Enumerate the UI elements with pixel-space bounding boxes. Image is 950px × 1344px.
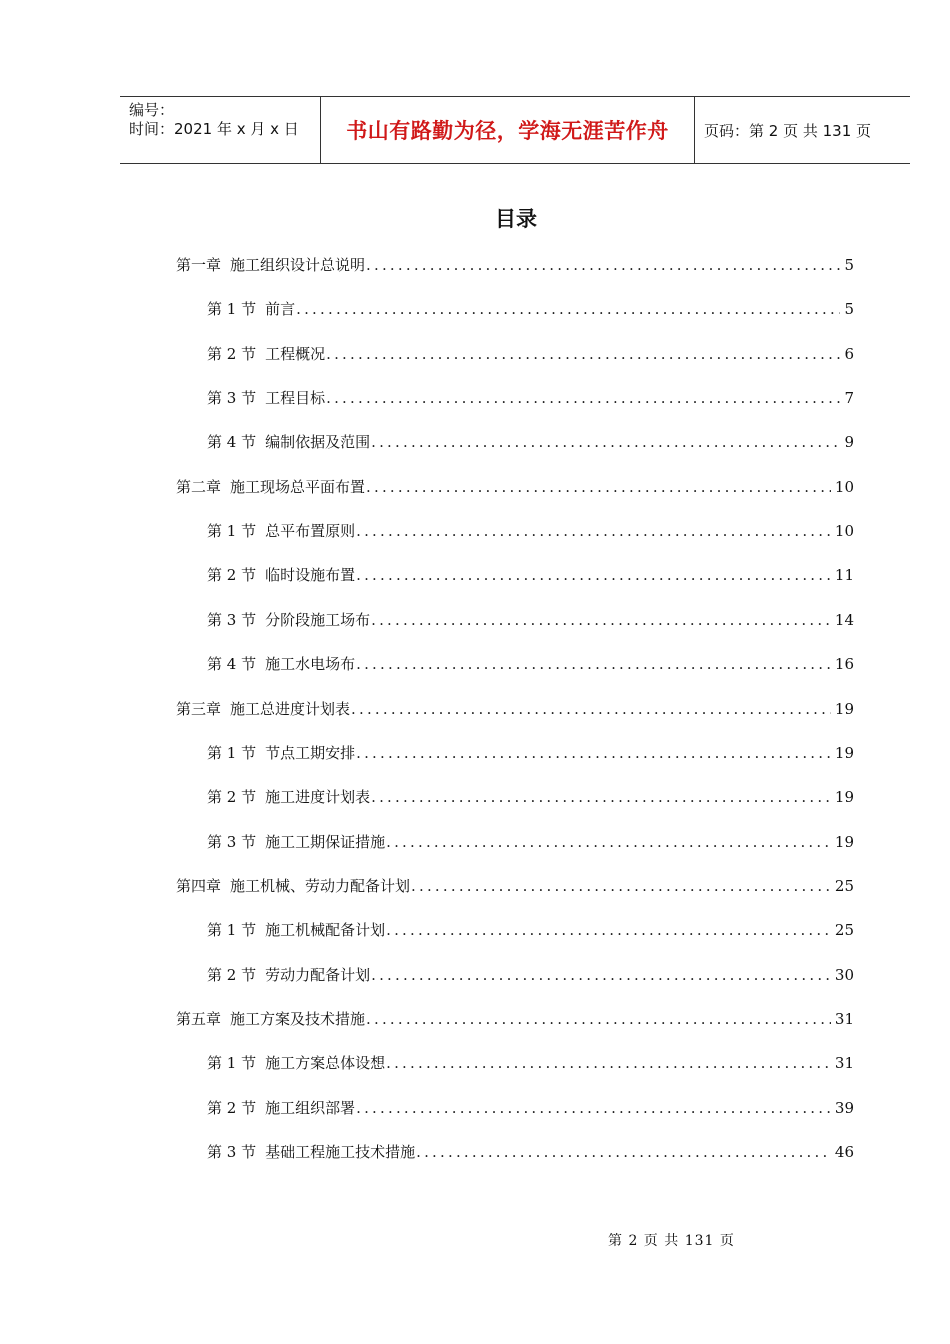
- toc-entry-title: 施工组织部署: [265, 1099, 356, 1117]
- toc-leader-dots: [356, 655, 831, 673]
- toc-entry-number: 第 3 节: [207, 389, 257, 407]
- toc-entry-number: 第 1 节: [207, 1054, 257, 1072]
- toc-leader-dots: [366, 478, 831, 496]
- toc-entry-title: 施工水电场布: [265, 655, 356, 673]
- toc-leader-dots: [366, 256, 840, 274]
- toc-entry-page: 25: [834, 921, 854, 939]
- toc-entry-number: 第 2 节: [207, 345, 257, 363]
- toc-leader-dots: [386, 921, 831, 939]
- header-motto: 书山有路勤为径，学海无涯苦作舟: [321, 97, 695, 163]
- toc-entry[interactable]: [176, 476, 854, 496]
- toc-entry[interactable]: [176, 254, 854, 274]
- time-label: 时间：2021 年 x 月 x 日: [129, 120, 299, 138]
- toc-entry-title: 节点工期安排: [265, 744, 356, 762]
- toc-entry-page: 6: [844, 345, 854, 363]
- toc-entry-title: 施工方案及技术措施: [230, 1010, 366, 1028]
- page-title: 目录: [495, 207, 537, 231]
- toc-leader-dots: [326, 345, 840, 363]
- toc-entry-number: 第 2 节: [207, 566, 257, 584]
- toc-entry-title: 施工组织设计总说明: [230, 256, 366, 274]
- toc-entry-title: 施工进度计划表: [265, 788, 371, 806]
- header-page-info: 页码：第 2 页 共 131 页: [704, 121, 872, 140]
- toc-entry-page: 14: [834, 611, 854, 629]
- toc-entry[interactable]: [207, 1097, 854, 1117]
- toc-entry-title: 劳动力配备计划: [265, 966, 371, 984]
- toc-entry-page: 19: [834, 700, 854, 718]
- toc-entry-page: 16: [834, 655, 854, 673]
- toc-leader-dots: [351, 700, 831, 718]
- toc-entry[interactable]: [176, 698, 854, 718]
- toc-entry[interactable]: [207, 831, 854, 851]
- toc-leader-dots: [371, 788, 831, 806]
- toc-entry[interactable]: [207, 1052, 854, 1072]
- toc-leader-dots: [356, 1099, 831, 1117]
- toc-leader-dots: [371, 611, 831, 629]
- toc-entry-page: 30: [834, 966, 854, 984]
- toc-entry[interactable]: [207, 1141, 854, 1161]
- toc-leader-dots: [356, 566, 831, 584]
- toc-entry-title: 施工机械配备计划: [265, 921, 386, 939]
- toc-entry-title: 总平布置原则: [265, 522, 356, 540]
- toc-leader-dots: [411, 877, 831, 895]
- toc-entry-page: 5: [844, 300, 854, 318]
- toc-entry-number: 第一章: [176, 256, 222, 274]
- toc-leader-dots: [326, 389, 840, 407]
- toc-entry-title: 前言: [265, 300, 296, 318]
- toc-entry-page: 11: [834, 566, 854, 584]
- toc-entry-number: 第 1 节: [207, 744, 257, 762]
- toc-entry-title: 工程概况: [265, 345, 326, 363]
- toc-entry[interactable]: [207, 298, 854, 318]
- toc-entry-title: 施工总进度计划表: [230, 700, 351, 718]
- toc-entry[interactable]: [207, 520, 854, 540]
- toc-entry-number: 第 1 节: [207, 921, 257, 939]
- toc-entry[interactable]: [207, 742, 854, 762]
- toc-entry-title: 施工方案总体设想: [265, 1054, 386, 1072]
- toc-entry[interactable]: [207, 786, 854, 806]
- page-footer: 第 2 页 共 131 页: [608, 1233, 735, 1249]
- toc-leader-dots: [356, 522, 831, 540]
- toc-entry-number: 第 3 节: [207, 1143, 257, 1161]
- toc-entry[interactable]: [207, 431, 854, 451]
- toc-entry[interactable]: [207, 919, 854, 939]
- number-label: 编号：: [129, 101, 175, 119]
- toc-entry[interactable]: [207, 343, 854, 363]
- toc-entry-number: 第五章: [176, 1010, 222, 1028]
- toc-entry[interactable]: [207, 564, 854, 584]
- toc-leader-dots: [386, 1054, 831, 1072]
- toc-entry-page: 19: [834, 744, 854, 762]
- toc-entry[interactable]: [207, 964, 854, 984]
- toc-entry-number: 第三章: [176, 700, 222, 718]
- toc-entry-page: 25: [834, 877, 854, 895]
- toc-entry-title: 临时设施布置: [265, 566, 356, 584]
- toc-leader-dots: [366, 1010, 831, 1028]
- toc-entry-page: 46: [834, 1143, 854, 1161]
- toc-entry-title: 基础工程施工技术措施: [265, 1143, 416, 1161]
- toc-entry[interactable]: [207, 653, 854, 673]
- toc-entry-page: 10: [834, 522, 854, 540]
- toc-leader-dots: [416, 1143, 831, 1161]
- toc-entry-number: 第四章: [176, 877, 222, 895]
- toc-entry-number: 第 4 节: [207, 655, 257, 673]
- toc-leader-dots: [356, 744, 831, 762]
- toc-entry[interactable]: [207, 387, 854, 407]
- toc-entry-title: 工程目标: [265, 389, 326, 407]
- toc-entry-title: 分阶段施工场布: [265, 611, 371, 629]
- toc-entry[interactable]: [207, 609, 854, 629]
- toc-entry-title: 施工现场总平面布置: [230, 478, 366, 496]
- toc-entry-page: 39: [834, 1099, 854, 1117]
- toc-entry-title: 施工机械、劳动力配备计划: [230, 877, 411, 895]
- toc-entry-number: 第 3 节: [207, 833, 257, 851]
- toc-entry-page: 19: [834, 788, 854, 806]
- toc-leader-dots: [386, 833, 831, 851]
- toc-entry-page: 7: [844, 389, 854, 407]
- toc-entry-number: 第 2 节: [207, 966, 257, 984]
- toc-entry-page: 5: [844, 256, 854, 274]
- toc-leader-dots: [296, 300, 840, 318]
- toc-entry[interactable]: [176, 1008, 854, 1028]
- toc-entry-number: 第 1 节: [207, 522, 257, 540]
- toc-entry-page: 19: [834, 833, 854, 851]
- toc-entry-page: 10: [834, 478, 854, 496]
- toc-entry-number: 第 2 节: [207, 1099, 257, 1117]
- toc-entry-page: 31: [834, 1054, 854, 1072]
- toc-entry-title: 施工工期保证措施: [265, 833, 386, 851]
- toc-leader-dots: [371, 966, 831, 984]
- toc-entry[interactable]: [176, 875, 854, 895]
- toc-entry-title: 编制依据及范围: [265, 433, 371, 451]
- toc-entry-number: 第 4 节: [207, 433, 257, 451]
- toc-entry-number: 第 3 节: [207, 611, 257, 629]
- toc-entry-page: 9: [844, 433, 854, 451]
- toc-entry-page: 31: [834, 1010, 854, 1028]
- toc-leader-dots: [371, 433, 840, 451]
- toc-entry-number: 第 2 节: [207, 788, 257, 806]
- toc-entry-number: 第二章: [176, 478, 222, 496]
- toc-entry-number: 第 1 节: [207, 300, 257, 318]
